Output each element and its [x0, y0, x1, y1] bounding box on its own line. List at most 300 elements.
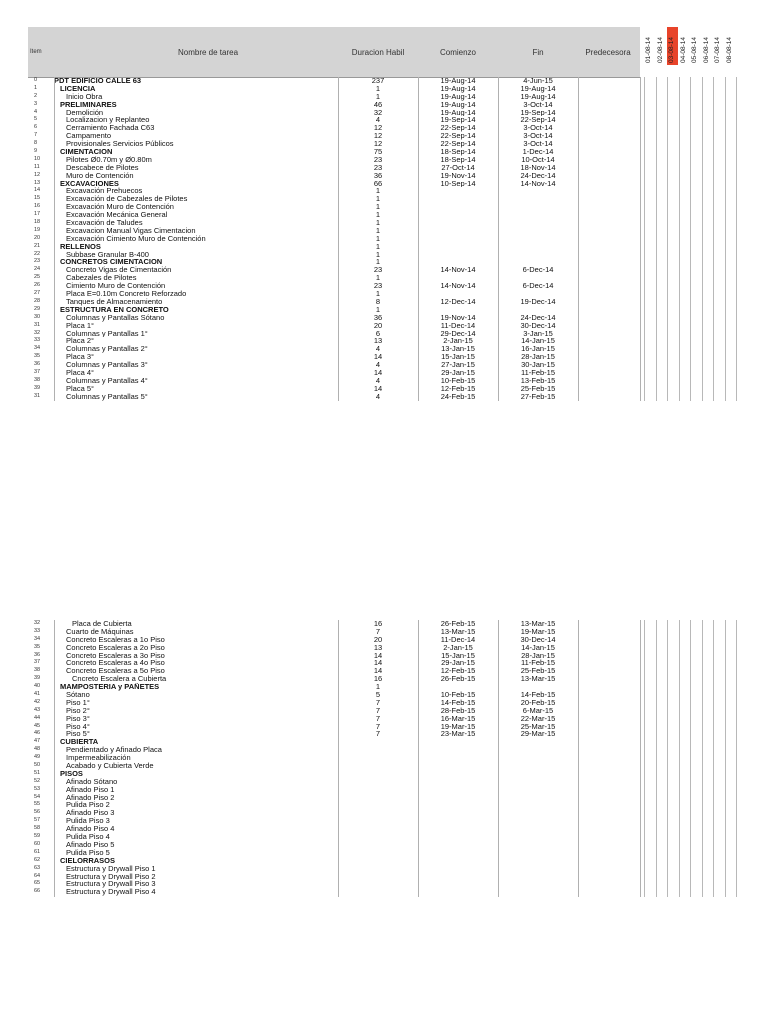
task-duration: 14 [373, 368, 383, 377]
task-id: 20 [34, 234, 41, 241]
task-start: 10-Sep-14 [440, 179, 476, 188]
table-column-divider [418, 77, 419, 401]
task-start: 19-Aug-14 [440, 84, 476, 93]
task-end: 14-Feb-15 [520, 691, 556, 699]
task-duration: 12 [373, 140, 383, 149]
task-duration: 75 [373, 148, 383, 156]
task-duration: 8 [375, 297, 381, 306]
gantt-gridline [713, 77, 714, 401]
task-id: 1 [34, 84, 38, 91]
task-id: 25 [34, 274, 41, 281]
task-name: Pulida Piso 2 [66, 801, 110, 810]
task-id: 36 [34, 651, 41, 658]
task-name: Cncreto Escalera a Cubierta [72, 675, 167, 684]
gantt-gridline [736, 620, 737, 897]
task-duration: 46 [373, 100, 383, 109]
task-name: Cabezales de Pilotes [66, 274, 137, 283]
table-column-divider [578, 77, 579, 401]
task-start: 26-Feb-15 [440, 620, 476, 628]
task-duration: 7 [375, 722, 381, 731]
task-end: 22-Sep-14 [520, 116, 556, 125]
task-name: Pulida Piso 4 [66, 833, 110, 841]
task-id: 22 [34, 250, 41, 257]
task-duration: 20 [373, 635, 383, 644]
task-name: Afinado Piso 2 [66, 793, 115, 802]
task-name: Estructura y Drywall Piso 3 [66, 880, 156, 889]
task-name: Provisionales Servicios Públicos [66, 140, 174, 149]
task-name: CIELORRASOS [60, 856, 116, 865]
task-start: 23-Mar-15 [440, 730, 476, 739]
task-id: 9 [34, 148, 38, 155]
task-duration: 1 [375, 250, 381, 259]
task-name: PDT EDIFICIO CALLE 63 [54, 77, 142, 85]
task-start: 29-Jan-15 [441, 659, 475, 668]
task-end: 10-Oct-14 [521, 155, 555, 164]
task-duration: 7 [375, 627, 381, 636]
task-duration: 1 [375, 305, 381, 314]
task-id: 45 [34, 722, 41, 729]
task-duration: 1 [375, 258, 381, 267]
task-end: 6-Dec-14 [522, 266, 554, 275]
task-name: Localizacion y Replanteo [66, 116, 150, 125]
task-start: 19-Sep-14 [440, 116, 476, 125]
task-name: Pendientado y Afinado Placa [66, 746, 162, 755]
task-end: 27-Feb-15 [520, 392, 556, 401]
task-id: 8 [34, 140, 38, 147]
task-duration: 4 [375, 392, 381, 401]
task-end: 28-Jan-15 [521, 651, 555, 660]
timeline-day-label: 03-08-14 [668, 36, 675, 63]
task-end: 19-Mar-15 [520, 627, 556, 636]
table-column-divider [54, 620, 55, 897]
task-start: 14-Feb-15 [440, 698, 476, 707]
task-id: 37 [34, 659, 41, 666]
task-start: 16-Mar-15 [440, 714, 476, 723]
task-start: 12-Dec-14 [440, 297, 476, 306]
task-name: Piso 5° [66, 730, 90, 739]
task-name: Afinado Piso 5 [66, 840, 115, 849]
task-id: 61 [34, 848, 41, 855]
gantt-gridline [656, 620, 657, 897]
task-name: Columnas y Pantallas 3° [66, 361, 148, 369]
task-duration: 20 [373, 321, 383, 330]
task-end: 19-Sep-14 [520, 108, 556, 117]
task-duration: 14 [373, 659, 383, 668]
task-end: 13-Mar-15 [520, 620, 556, 628]
gantt-gridline [690, 620, 691, 897]
task-start: 28-Feb-15 [440, 706, 476, 715]
task-duration: 23 [373, 163, 383, 172]
task-start: 2-Jan-15 [443, 643, 473, 652]
task-id: 33 [34, 337, 41, 344]
task-name: Pilotes Ø0.70m y Ø0.80m [66, 155, 152, 164]
task-name: CUBIERTA [60, 738, 99, 747]
task-duration: 23 [373, 155, 383, 164]
task-id: 40 [34, 683, 41, 690]
task-id: 10 [34, 155, 41, 162]
task-id: 2 [34, 92, 38, 99]
task-name: Columnas y Pantallas 1° [66, 329, 148, 338]
timeline-day [679, 27, 690, 65]
task-id: 27 [34, 290, 41, 297]
task-name: Placa 4° [66, 368, 95, 377]
task-start: 19-Aug-14 [440, 77, 476, 85]
task-duration: 1 [375, 187, 381, 196]
task-name: Columnas y Pantallas 4° [66, 376, 148, 385]
task-start: 19-Aug-14 [440, 92, 476, 101]
task-id: 54 [34, 793, 41, 800]
task-start: 24-Feb-15 [440, 392, 476, 401]
task-end: 14-Jan-15 [521, 337, 555, 346]
task-id: 30 [34, 313, 41, 320]
task-name: CONCRETOS CIMENTACION [60, 258, 163, 267]
task-id: 14 [34, 187, 41, 194]
task-start: 22-Sep-14 [440, 132, 476, 141]
task-duration: 4 [375, 361, 381, 369]
task-id: 11 [34, 163, 40, 170]
task-start: 15-Jan-15 [441, 651, 475, 660]
task-id: 31 [34, 321, 41, 328]
task-name: Excavación Mecánica General [66, 211, 168, 220]
table-column-divider [578, 620, 579, 897]
gantt-gridline [679, 77, 680, 401]
task-id: 32 [34, 329, 41, 336]
task-name: Excavación Muro de Contención [66, 203, 174, 212]
task-start: 14-Nov-14 [440, 282, 476, 291]
task-id: 21 [34, 242, 41, 249]
task-name: Columnas y Pantallas 5° [66, 392, 148, 401]
task-end: 18-Nov-14 [520, 163, 556, 172]
task-id: 50 [34, 762, 41, 769]
task-id: 57 [34, 817, 41, 824]
task-end: 11-Feb-15 [520, 659, 556, 668]
task-duration: 13 [373, 337, 383, 346]
task-name: PISOS [60, 769, 83, 778]
timeline-day-label: 04-08-14 [679, 36, 687, 63]
timeline-day-label: 07-08-14 [714, 36, 721, 63]
task-duration: 23 [373, 266, 383, 275]
task-id: 56 [34, 809, 41, 816]
task-name: Muro de Contención [66, 171, 134, 180]
task-duration: 12 [373, 132, 383, 141]
task-id: 41 [34, 691, 41, 698]
task-end: 3-Jan-15 [523, 329, 553, 338]
task-id: 28 [34, 297, 41, 304]
task-name: PRELIMINARES [60, 100, 117, 109]
task-start: 19-Aug-14 [440, 100, 476, 109]
task-name: Placa 5° [66, 384, 95, 393]
table-column-divider [498, 620, 499, 897]
task-name: Tanques de Almacenamiento [66, 297, 163, 306]
task-id: 32 [34, 620, 41, 626]
timeline-day [725, 27, 736, 65]
task-id: 5 [34, 116, 38, 123]
task-start: 29-Jan-15 [441, 368, 475, 377]
task-id: 16 [34, 203, 41, 210]
task-id: 53 [34, 785, 41, 792]
task-id: 64 [34, 872, 41, 879]
task-name: Concreto Escaleras a 2o Piso [66, 643, 165, 652]
task-duration: 1 [375, 234, 381, 243]
task-name: ESTRUCTURA EN CONCRETO [60, 305, 169, 314]
task-end: 30-Dec-14 [520, 321, 556, 330]
task-start: 29-Dec-14 [440, 329, 476, 338]
timeline-day-label: 01-08-14 [645, 36, 652, 63]
task-name: Estructura y Drywall Piso 2 [66, 872, 156, 881]
task-end: 22-Mar-15 [520, 714, 556, 723]
task-id: 26 [34, 282, 41, 289]
task-start: 18-Sep-14 [440, 148, 476, 156]
header-start: Comienzo [439, 48, 476, 57]
task-end: 3-Oct-14 [523, 132, 553, 141]
header-duration: Duracion Habil [351, 48, 405, 57]
task-name: Placa 2° [66, 337, 95, 346]
gantt-gridline [679, 620, 680, 897]
task-duration: 6 [375, 329, 381, 338]
task-id: 62 [34, 856, 41, 863]
task-id: 3 [34, 100, 38, 107]
task-start: 27-Oct-14 [441, 163, 475, 172]
task-duration: 1 [375, 211, 381, 220]
timeline-day [690, 27, 701, 65]
task-id: 47 [34, 738, 41, 745]
task-end: 1-Dec-14 [522, 148, 554, 156]
task-id: 65 [34, 880, 41, 887]
task-end: 29-Mar-15 [520, 730, 556, 739]
task-name: Cerramiento Fachada C63 [66, 124, 155, 133]
task-end: 20-Feb-15 [520, 698, 556, 707]
header-task-name: Nombre de tarea [177, 48, 239, 57]
task-id: 23 [34, 258, 41, 265]
gantt-gridline [736, 77, 737, 401]
task-end: 28-Jan-15 [521, 353, 555, 362]
gantt-gridline [713, 620, 714, 897]
task-duration: 1 [375, 219, 381, 227]
task-name: Excavación Cimiento Muro de Contención [66, 234, 206, 243]
table-column-divider [418, 620, 419, 897]
task-name: Placa 1° [66, 321, 95, 330]
timeline-day-label: 08-08-14 [725, 36, 733, 63]
gantt-gridline [725, 620, 726, 897]
task-duration: 32 [373, 108, 383, 117]
task-duration: 1 [375, 274, 381, 283]
gantt-gridline [644, 77, 645, 401]
task-id: 59 [34, 833, 41, 840]
task-id: 38 [34, 376, 41, 383]
task-name: Excavación de Cabezales de Pilotes [66, 195, 188, 204]
task-end: 25-Feb-15 [520, 667, 556, 676]
task-name: Piso 4° [66, 722, 90, 731]
task-name: Placa E=0.10m Concreto Reforzado [66, 290, 187, 298]
task-name: Impermeabilización [66, 754, 131, 763]
task-end: 6-Mar-15 [522, 706, 554, 715]
task-id: 58 [34, 825, 41, 832]
task-id: 24 [34, 266, 41, 273]
task-id: 35 [34, 643, 41, 650]
task-duration: 1 [375, 683, 381, 692]
task-start: 13-Jan-15 [441, 345, 475, 354]
task-start: 11-Dec-14 [440, 635, 476, 644]
task-name: Afinado Piso 3 [66, 809, 115, 818]
task-id: 15 [34, 195, 41, 202]
task-id: 49 [34, 754, 41, 761]
task-id: 31 [34, 392, 41, 399]
task-id: 39 [34, 675, 41, 682]
task-name: MAMPOSTERIA y PAÑETES [60, 683, 160, 692]
task-name: Columnas y Pantallas Sótano [66, 313, 165, 322]
task-id: 19 [34, 226, 41, 233]
task-id: 66 [34, 888, 41, 895]
table-column-divider [338, 620, 339, 897]
header-end: Fin [532, 48, 544, 57]
task-id: 38 [34, 667, 41, 674]
task-duration: 1 [375, 290, 381, 298]
task-id: 4 [34, 108, 38, 115]
task-duration: 36 [373, 171, 383, 180]
task-id: 12 [34, 171, 41, 178]
task-id: 34 [34, 635, 41, 642]
task-duration: 237 [371, 77, 385, 85]
task-id: 34 [34, 345, 41, 352]
task-id: 55 [34, 801, 41, 808]
task-name: RELLENOS [60, 242, 101, 251]
timeline-day-label: 05-08-14 [691, 36, 698, 63]
task-name: Sótano [66, 691, 90, 699]
task-end: 30-Jan-15 [521, 361, 555, 369]
task-name: Inicio Obra [66, 92, 103, 101]
task-id: 29 [34, 305, 41, 312]
task-name: Pulida Piso 3 [66, 817, 110, 826]
task-id: 17 [34, 211, 41, 218]
task-end: 24-Dec-14 [520, 313, 556, 322]
timeline-day [713, 27, 724, 65]
task-id: 63 [34, 864, 41, 871]
task-name: Demolición [66, 108, 104, 117]
task-id: 35 [34, 353, 41, 360]
task-end: 16-Jan-15 [521, 345, 555, 354]
task-start: 27-Jan-15 [441, 361, 475, 369]
task-id: 37 [34, 368, 41, 375]
task-name: Campamento [66, 132, 112, 141]
task-name: Piso 2° [66, 706, 90, 715]
task-id: 33 [34, 627, 41, 634]
gantt-gridline [644, 620, 645, 897]
task-end: 13-Mar-15 [520, 675, 556, 684]
task-end: 3-Oct-14 [523, 140, 553, 149]
task-duration: 66 [373, 179, 383, 188]
task-name: Cuarto de Máquinas [66, 627, 134, 636]
task-start: 26-Feb-15 [440, 675, 476, 684]
task-start: 2-Jan-15 [443, 337, 473, 346]
task-id: 39 [34, 384, 41, 391]
task-duration: 7 [375, 714, 381, 723]
task-start: 19-Mar-15 [440, 722, 476, 731]
task-id: 43 [34, 706, 41, 713]
task-start: 22-Sep-14 [440, 140, 476, 149]
header-item: Item [30, 49, 42, 55]
task-name: Afinado Sótano [66, 777, 118, 786]
task-name: Columnas y Pantallas 2° [66, 345, 148, 354]
table-column-divider [640, 620, 641, 897]
task-name: Afinado Piso 4 [66, 825, 115, 834]
task-end: 6-Dec-14 [522, 282, 554, 291]
task-name: Piso 1° [66, 698, 90, 707]
task-id: 18 [34, 219, 41, 226]
table-column-divider [498, 77, 499, 401]
task-start: 19-Aug-14 [440, 108, 476, 117]
task-name: Placa 3° [66, 353, 95, 362]
task-id: 46 [34, 730, 41, 737]
task-name: EXCAVACIONES [60, 179, 119, 188]
task-duration: 1 [375, 226, 381, 235]
timeline-day [644, 27, 655, 65]
task-end: 24-Dec-14 [520, 171, 556, 180]
task-end: 19-Aug-14 [520, 92, 556, 101]
task-start: 18-Sep-14 [440, 155, 476, 164]
gantt-gridline [667, 620, 668, 897]
task-name: Concreto Escaleras a 1o Piso [66, 635, 165, 644]
task-end: 11-Feb-15 [520, 368, 556, 377]
task-end: 4-Jun-15 [523, 77, 553, 85]
task-id: 48 [34, 746, 41, 753]
task-name: Cimiento Muro de Contención [66, 282, 166, 291]
task-duration: 1 [375, 84, 381, 93]
task-start: 13-Mar-15 [440, 627, 476, 636]
task-id: 51 [34, 769, 41, 776]
table-header [28, 27, 640, 78]
task-duration: 14 [373, 384, 383, 393]
task-start: 12-Feb-15 [440, 667, 476, 676]
task-end: 25-Mar-15 [520, 722, 556, 731]
task-name: Concreto Escaleras a 4o Piso [66, 659, 165, 668]
task-end: 3-Oct-14 [523, 100, 553, 109]
task-duration: 13 [373, 643, 383, 652]
task-id: 42 [34, 698, 41, 705]
task-duration: 1 [375, 242, 381, 251]
task-duration: 14 [373, 667, 383, 676]
task-name: Excavacion Manual Vigas Cimentacion [66, 226, 196, 235]
task-end: 19-Aug-14 [520, 84, 556, 93]
gantt-gridline [690, 77, 691, 401]
gantt-gridline [656, 77, 657, 401]
task-duration: 7 [375, 706, 381, 715]
task-end: 25-Feb-15 [520, 384, 556, 393]
task-end: 14-Nov-14 [520, 179, 556, 188]
task-duration: 1 [375, 203, 381, 212]
task-name: Concreto Vigas de Cimentación [66, 266, 172, 275]
task-id: 7 [34, 132, 38, 139]
task-duration: 5 [375, 691, 381, 699]
task-duration: 14 [373, 651, 383, 660]
timeline-day [667, 27, 678, 65]
table-column-divider [338, 77, 339, 401]
task-duration: 7 [375, 698, 381, 707]
gantt-gridline [702, 620, 703, 897]
task-id: 0 [34, 77, 38, 83]
task-name: Afinado Piso 1 [66, 785, 115, 794]
task-name: Piso 3° [66, 714, 90, 723]
task-name: Concreto Escaleras a 5o Piso [66, 667, 165, 676]
task-duration: 14 [373, 353, 383, 362]
task-start: 22-Sep-14 [440, 124, 476, 133]
timeline-day [702, 27, 713, 65]
task-id: 60 [34, 840, 41, 847]
task-name: Estructura y Drywall Piso 1 [66, 864, 156, 873]
task-duration: 36 [373, 313, 383, 322]
task-duration: 12 [373, 124, 383, 133]
timeline-day [656, 27, 667, 65]
task-name: Subbase Granular B-400 [66, 250, 149, 259]
